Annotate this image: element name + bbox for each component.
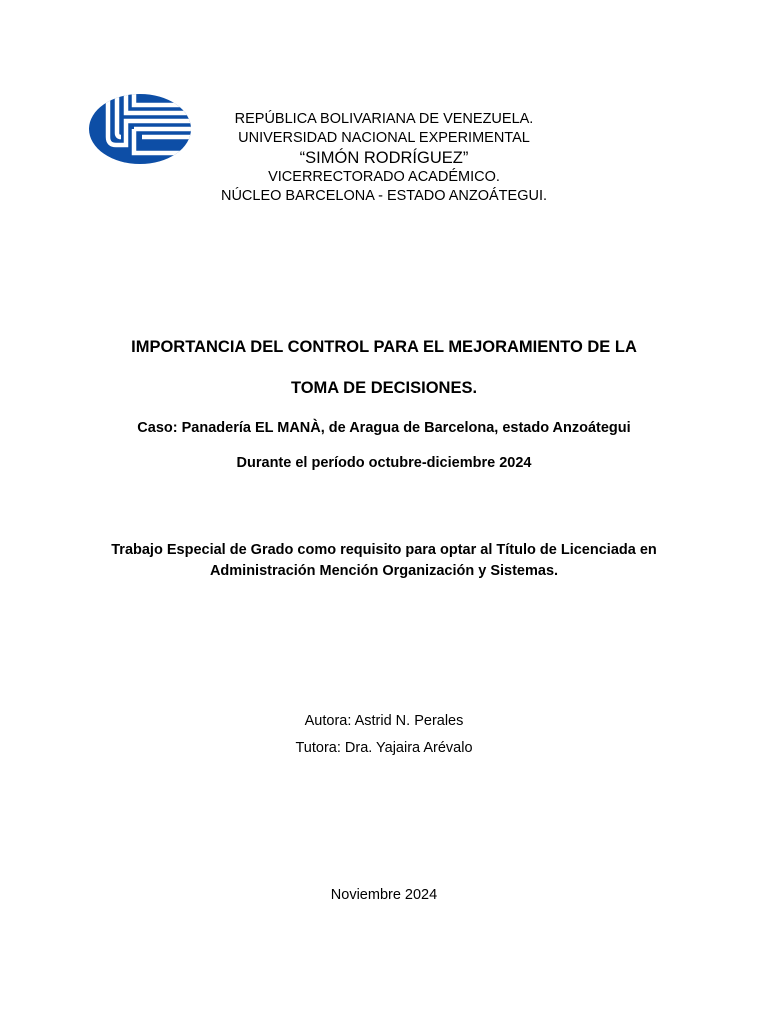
header-country: REPÚBLICA BOLIVARIANA DE VENEZUELA. — [234, 111, 534, 127]
header-vicerrectorado: VICERRECTORADO ACADÉMICO. — [268, 169, 500, 185]
document-date: Noviembre 2024 — [330, 887, 438, 903]
case-subtitle: Caso: Panadería EL MANÀ, de Aragua de Barcelona, estado Anzoátegui — [137, 420, 631, 436]
degree-requirement-line-2: Administración Mención Organización y Sistemas. — [209, 563, 559, 579]
degree-requirement — [0, 540, 768, 582]
institution-header — [0, 110, 768, 206]
tutor: Tutora: Dra. Yajaira Arévalo — [295, 740, 473, 756]
author: Autora: Astrid N. Perales — [304, 713, 464, 729]
period-subtitle: Durante el período octubre-diciembre 2024 — [236, 455, 532, 471]
header-university: UNIVERSIDAD NACIONAL EXPERIMENTAL — [238, 130, 530, 146]
document-title-line-1: IMPORTANCIA DEL CONTROL PARA EL MEJORAMIENTO DE LA — [131, 338, 637, 356]
degree-requirement-line-1: Trabajo Especial de Grado como requisito para optar al Título de Licenciada en — [111, 542, 657, 558]
header-nucleo: NÚCLEO BARCELONA - ESTADO ANZOÁTEGUI. — [220, 188, 548, 204]
document-title-line-2: TOMA DE DECISIONES. — [290, 379, 478, 397]
header-university-name: “SIMÓN RODRÍGUEZ” — [299, 149, 469, 167]
